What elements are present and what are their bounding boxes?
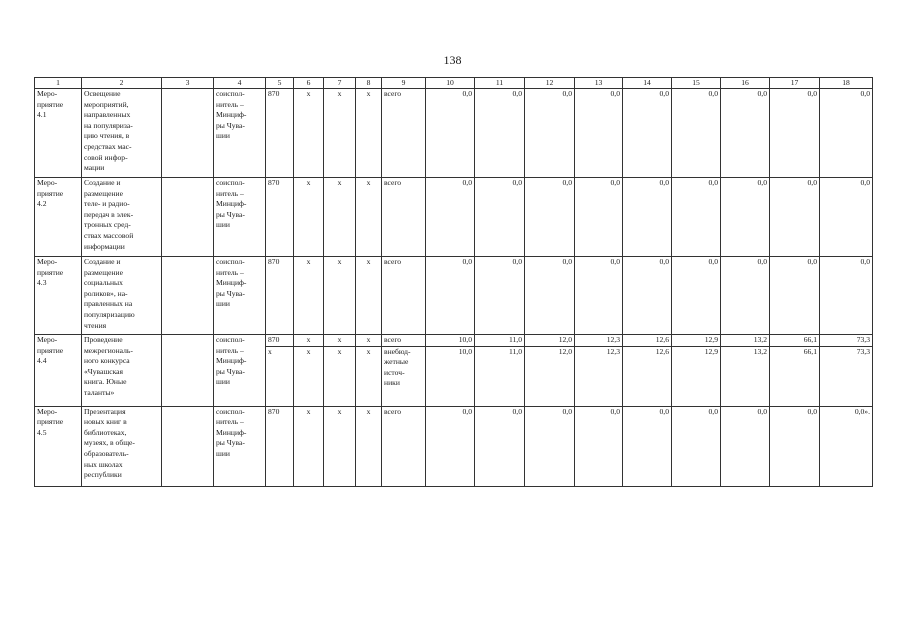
value-cell: 12,3 <box>575 335 623 347</box>
cell-line: тронных сред- <box>84 220 131 230</box>
cell-line: нитель – <box>216 188 244 198</box>
cell-line: Освещение <box>84 89 121 98</box>
responsible-cell <box>162 178 214 257</box>
value-cell: 0,0 <box>426 178 475 257</box>
code-cell: х <box>294 178 324 257</box>
code-cell: х <box>356 406 382 486</box>
value-cell: 0,0 <box>575 178 623 257</box>
value-cell: 12,9 <box>672 346 721 406</box>
cell-line: музеях, в обще- <box>84 438 135 448</box>
code-cell: х <box>356 335 382 347</box>
value-cell: 0,0». <box>820 406 873 486</box>
cell-line: приятие <box>37 267 64 277</box>
value-cell: 0,0 <box>475 178 525 257</box>
code-cell: 870 <box>266 178 294 257</box>
cell-line: межрегиональ- <box>84 345 133 355</box>
cell-line: Минциф- <box>216 110 247 120</box>
cell-line: передач в элек- <box>84 209 134 219</box>
cell-line: образователь- <box>84 448 129 458</box>
cell-line: Минциф- <box>216 356 247 366</box>
cell-line: на популяриза- <box>84 120 133 130</box>
value-cell: 66,1 <box>770 335 820 347</box>
header-cell-3: 3 <box>162 78 214 89</box>
cell-line: шии <box>216 377 230 387</box>
value-cell: 0,0 <box>525 178 575 257</box>
cell-line: ры Чува- <box>216 438 245 448</box>
value-cell: 0,0 <box>820 257 873 335</box>
header-cell-2: 2 <box>82 78 162 89</box>
header-cell-14: 14 <box>623 78 672 89</box>
cell-line: всего <box>384 257 402 266</box>
value-cell: 0,0 <box>525 89 575 178</box>
value-cell: 0,0 <box>672 257 721 335</box>
header-cell-7: 7 <box>324 78 356 89</box>
cell-line: библиотеках, <box>84 427 127 437</box>
executor-cell <box>214 257 266 335</box>
executor-cell <box>214 178 266 257</box>
value-cell: 12,6 <box>623 335 672 347</box>
code-cell: 870 <box>266 406 294 486</box>
cell-line: 4.1 <box>37 110 47 120</box>
value-cell: 0,0 <box>623 257 672 335</box>
value-cell: 12,0 <box>525 346 575 406</box>
cell-line: Создание и <box>84 178 121 187</box>
code-cell: х <box>356 89 382 178</box>
cell-line: средствах мас- <box>84 141 132 151</box>
description-cell <box>82 335 162 407</box>
cell-line: Создание и <box>84 257 121 266</box>
code-cell: х <box>324 257 356 335</box>
value-cell: 12,0 <box>525 335 575 347</box>
code-cell: х <box>356 178 382 257</box>
header-cell-1: 1 <box>35 78 82 89</box>
cell-line: всего <box>384 335 402 344</box>
responsible-cell <box>162 89 214 178</box>
code-cell: х <box>324 178 356 257</box>
value-cell: 0,0 <box>623 406 672 486</box>
value-cell: 10,0 <box>426 335 475 347</box>
cell-line: Меро- <box>37 257 58 266</box>
responsible-cell <box>162 406 214 486</box>
cell-line: ствах массовой <box>84 230 134 240</box>
code-cell: х <box>356 257 382 335</box>
code-cell: х <box>266 346 294 406</box>
code-cell: 870 <box>266 89 294 178</box>
cell-line: всего <box>384 89 402 98</box>
value-cell: 0,0 <box>475 257 525 335</box>
value-cell: 66,1 <box>770 346 820 406</box>
header-cell-17: 17 <box>770 78 820 89</box>
cell-line: совой инфор- <box>84 152 128 162</box>
executor-cell <box>214 406 266 486</box>
responsible-cell <box>162 257 214 335</box>
cell-line: теле- и радио- <box>84 199 130 209</box>
cell-line: размещение <box>84 188 123 198</box>
cell-line: социальных <box>84 278 123 288</box>
value-cell: 0,0 <box>426 406 475 486</box>
value-cell: 0,0 <box>575 89 623 178</box>
table-row <box>35 335 873 347</box>
cell-line: приятие <box>37 345 64 355</box>
executor-cell <box>214 89 266 178</box>
cell-line: информации <box>84 241 125 251</box>
cell-line: соиспол- <box>216 335 245 344</box>
value-cell: 0,0 <box>820 178 873 257</box>
code-cell: х <box>324 335 356 347</box>
value-cell: 0,0 <box>426 257 475 335</box>
cell-line: нитель – <box>216 345 244 355</box>
value-cell: 0,0 <box>623 89 672 178</box>
cell-line: нитель – <box>216 417 244 427</box>
cell-line: соиспол- <box>216 406 245 416</box>
value-cell: 13,2 <box>721 346 770 406</box>
event-cell <box>35 257 82 335</box>
cell-line: Меро- <box>37 335 58 344</box>
table-row <box>35 406 873 486</box>
cell-line: приятие <box>37 188 64 198</box>
description-cell <box>82 406 162 486</box>
code-cell: х <box>294 89 324 178</box>
cell-line: ры Чува- <box>216 120 245 130</box>
cell-line: внебюд- <box>384 346 411 356</box>
header-cell-9: 9 <box>382 78 426 89</box>
header-cell-6: 6 <box>294 78 324 89</box>
code-cell: х <box>294 257 324 335</box>
cell-line: Минциф- <box>216 278 247 288</box>
executor-cell <box>214 335 266 407</box>
code-cell: х <box>356 346 382 406</box>
header-cell-13: 13 <box>575 78 623 89</box>
code-cell: 870 <box>266 335 294 347</box>
value-cell: 0,0 <box>575 406 623 486</box>
cell-line: ры Чува- <box>216 288 245 298</box>
table-row <box>35 257 873 335</box>
cell-line: Презентация <box>84 406 126 416</box>
code-cell: х <box>294 346 324 406</box>
value-cell: 0,0 <box>721 257 770 335</box>
cell-line: таланты» <box>84 387 115 397</box>
value-cell: 0,0 <box>770 89 820 178</box>
code-cell: х <box>294 406 324 486</box>
cell-line: 4.2 <box>37 199 47 209</box>
source-cell <box>382 89 426 178</box>
cell-line: Проведение <box>84 335 123 344</box>
cell-line: 4.4 <box>37 356 47 366</box>
cell-line: мации <box>84 163 105 173</box>
value-cell: 0,0 <box>820 89 873 178</box>
header-cell-12: 12 <box>525 78 575 89</box>
value-cell: 12,3 <box>575 346 623 406</box>
code-cell: 870 <box>266 257 294 335</box>
value-cell: 0,0 <box>475 89 525 178</box>
source-cell <box>382 406 426 486</box>
header-cell-11: 11 <box>475 78 525 89</box>
table-row <box>35 89 873 178</box>
header-cell-18: 18 <box>820 78 873 89</box>
description-cell <box>82 178 162 257</box>
source-cell <box>382 335 426 347</box>
code-cell: х <box>294 335 324 347</box>
value-cell: 0,0 <box>721 89 770 178</box>
cell-line: книга. Юные <box>84 377 127 387</box>
cell-line: всего <box>384 406 402 416</box>
cell-line: Меро- <box>37 178 58 187</box>
cell-line: 4.3 <box>37 278 47 288</box>
cell-line: Меро- <box>37 89 58 98</box>
value-cell: 12,9 <box>672 335 721 347</box>
cell-line: нитель – <box>216 267 244 277</box>
header-row <box>35 78 873 89</box>
cell-line: ных школах <box>84 459 123 469</box>
header-cell-4: 4 <box>214 78 266 89</box>
value-cell: 0,0 <box>672 89 721 178</box>
source-cell <box>382 178 426 257</box>
value-cell: 0,0 <box>475 406 525 486</box>
value-cell: 0,0 <box>525 406 575 486</box>
page-number: 138 <box>443 53 462 67</box>
value-cell: 0,0 <box>525 257 575 335</box>
cell-line: правленных на <box>84 299 133 309</box>
value-cell: 0,0 <box>672 406 721 486</box>
header-cell-5: 5 <box>266 78 294 89</box>
event-cell <box>35 89 82 178</box>
source-cell <box>382 346 426 406</box>
value-cell: 0,0 <box>672 178 721 257</box>
cell-line: направленных <box>84 110 131 120</box>
value-cell: 0,0 <box>770 257 820 335</box>
value-cell: 0,0 <box>721 406 770 486</box>
cell-line: нитель – <box>216 99 244 109</box>
cell-line: шии <box>216 299 230 309</box>
cell-line: соиспол- <box>216 257 245 266</box>
value-cell: 0,0 <box>721 178 770 257</box>
cell-line: 4.5 <box>37 427 47 437</box>
cell-line: ры Чува- <box>216 366 245 376</box>
event-cell <box>35 406 82 486</box>
value-cell: 12,6 <box>623 346 672 406</box>
cell-line: соиспол- <box>216 178 245 187</box>
value-cell: 0,0 <box>770 178 820 257</box>
value-cell: 73,3 <box>820 335 873 347</box>
value-cell: 73,3 <box>820 346 873 406</box>
cell-line: всего <box>384 178 402 187</box>
description-cell <box>82 89 162 178</box>
cell-line: размещение <box>84 267 123 277</box>
event-cell <box>35 335 82 407</box>
cell-line: новых книг в <box>84 417 127 427</box>
cell-line: республики <box>84 470 122 480</box>
cell-line: источ- <box>384 367 405 377</box>
cell-line: «Чувашская <box>84 366 124 376</box>
header-cell-16: 16 <box>721 78 770 89</box>
cell-line: популяризацию <box>84 309 135 319</box>
responsible-cell <box>162 335 214 407</box>
code-cell: х <box>324 406 356 486</box>
cell-line: шии <box>216 220 230 230</box>
value-cell: 0,0 <box>575 257 623 335</box>
budget-table <box>34 77 873 487</box>
cell-line: Меро- <box>37 406 58 416</box>
cell-line: ного конкурса <box>84 356 130 366</box>
value-cell: 11,0 <box>475 346 525 406</box>
cell-line: Минциф- <box>216 199 247 209</box>
cell-line: цию чтения, в <box>84 131 130 141</box>
value-cell: 0,0 <box>623 178 672 257</box>
header-cell-10: 10 <box>426 78 475 89</box>
cell-line: чтения <box>84 320 107 330</box>
cell-line: Минциф- <box>216 427 247 437</box>
table-row <box>35 178 873 257</box>
value-cell: 0,0 <box>426 89 475 178</box>
source-cell <box>382 257 426 335</box>
value-cell: 13,2 <box>721 335 770 347</box>
description-cell <box>82 257 162 335</box>
cell-line: шии <box>216 131 230 141</box>
cell-line: ники <box>384 378 400 388</box>
value-cell: 10,0 <box>426 346 475 406</box>
cell-line: роликов», на- <box>84 288 128 298</box>
cell-line: соиспол- <box>216 89 245 98</box>
value-cell: 0,0 <box>770 406 820 486</box>
event-cell <box>35 178 82 257</box>
cell-line: приятие <box>37 99 64 109</box>
value-cell: 11,0 <box>475 335 525 347</box>
cell-line: приятие <box>37 417 64 427</box>
code-cell: х <box>324 346 356 406</box>
header-cell-8: 8 <box>356 78 382 89</box>
cell-line: ры Чува- <box>216 209 245 219</box>
cell-line: жетные <box>384 357 409 367</box>
cell-line: шии <box>216 448 230 458</box>
header-cell-15: 15 <box>672 78 721 89</box>
code-cell: х <box>324 89 356 178</box>
cell-line: мероприятий, <box>84 99 129 109</box>
